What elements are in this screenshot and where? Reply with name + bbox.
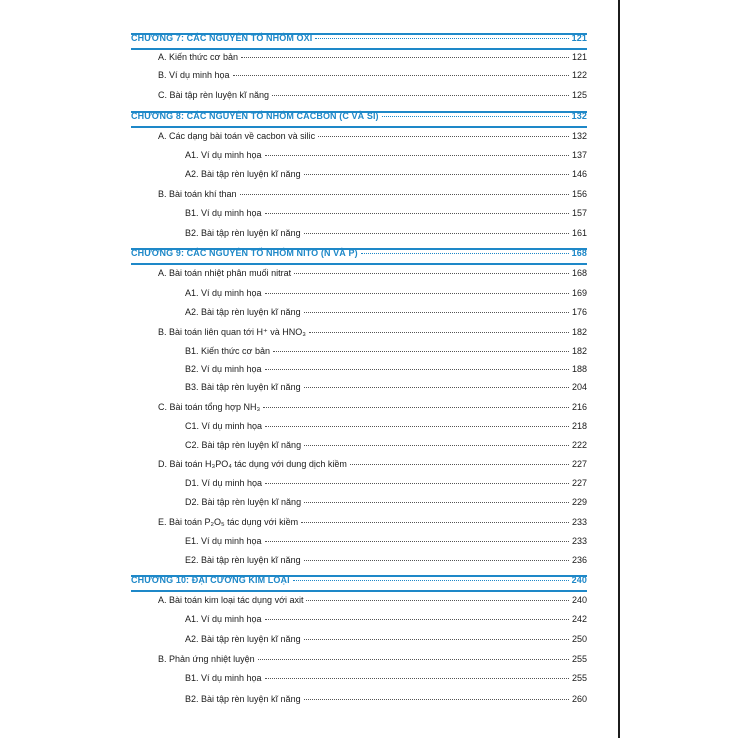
toc-entry-label: CHƯƠNG 9: CÁC NGUYÊN TỐ NHÓM NITO (N VÀ P) [131, 247, 358, 259]
dot-leader [350, 464, 569, 465]
toc-entry-row[interactable] [131, 327, 587, 343]
toc-page-number: 255 [571, 654, 587, 664]
toc-entry-row[interactable] [131, 307, 587, 323]
toc-page-number: 227 [571, 459, 587, 469]
toc-entry-row[interactable] [131, 478, 587, 494]
toc-entry-label: B1. Ví dụ minh họa [185, 673, 262, 683]
dot-leader [273, 351, 569, 352]
toc-entry-label: B. Bài toán khí than [158, 189, 237, 199]
toc-entry-label: B1. Kiến thức cơ bản [185, 346, 270, 356]
dot-leader [301, 522, 569, 523]
toc-entry-row[interactable] [131, 52, 587, 68]
dot-leader [315, 38, 568, 39]
toc-entry-label: B1. Ví dụ minh họa [185, 208, 262, 218]
toc-entry-label: E1. Ví dụ minh họa [185, 536, 262, 546]
dot-leader [306, 600, 568, 601]
toc-page-number: 227 [571, 478, 587, 488]
dot-leader [258, 659, 569, 660]
toc-page-number: 132 [571, 131, 587, 141]
toc-page-number: 169 [571, 288, 587, 298]
dot-leader [304, 639, 569, 640]
toc-entry-label: A2. Bài tập rèn luyện kĩ năng [185, 634, 301, 644]
toc-page-number: 168 [571, 268, 587, 278]
toc-entry-label: A1. Ví dụ minh họa [185, 150, 262, 160]
toc-page-number: 216 [571, 402, 587, 412]
toc-page-number: 161 [571, 228, 587, 238]
toc-entry-label: B2. Bài tập rèn luyện kĩ năng [185, 228, 301, 238]
toc-entry-label: E2. Bài tập rèn luyện kĩ năng [185, 555, 301, 565]
toc-entry-row[interactable] [131, 288, 587, 304]
toc-entry-label: B2. Bài tập rèn luyện kĩ năng [185, 694, 301, 704]
dot-leader [240, 194, 569, 195]
toc-page-number: 122 [571, 70, 587, 80]
toc-page-number: 233 [571, 517, 587, 527]
toc-chapter-row[interactable] [131, 575, 587, 591]
dot-leader [265, 541, 569, 542]
toc-entry-row[interactable] [131, 364, 587, 380]
toc-entry-row[interactable] [131, 421, 587, 437]
toc-chapter-row[interactable] [131, 33, 587, 49]
toc-entry-row[interactable] [131, 440, 587, 456]
toc-entry-row[interactable] [131, 346, 587, 362]
dot-leader [294, 273, 569, 274]
toc-page-number: 242 [571, 614, 587, 624]
toc-entry-row[interactable] [131, 497, 587, 513]
toc-page-number: 240 [571, 595, 587, 605]
dot-leader [265, 293, 569, 294]
dot-leader [265, 213, 569, 214]
dot-leader [304, 699, 569, 700]
page-edge-line [618, 0, 620, 738]
dot-leader [382, 116, 569, 117]
toc-entry-row[interactable] [131, 595, 587, 611]
dot-leader [265, 678, 569, 679]
toc-entry-row[interactable] [131, 208, 587, 224]
toc-entry-label: B. Ví dụ minh họa [158, 70, 230, 80]
dot-leader [304, 387, 569, 388]
toc-entry-row[interactable] [131, 673, 587, 689]
toc-chapter-row[interactable] [131, 248, 587, 264]
toc-page-number: 233 [571, 536, 587, 546]
toc-entry-row[interactable] [131, 555, 587, 571]
toc-entry-label: D. Bài toán H₃PO₄ tác dụng với dung dịch kiềm [158, 459, 347, 469]
toc-page-number: 168 [571, 247, 587, 259]
toc-entry-row[interactable] [131, 654, 587, 670]
toc-page-number: 125 [571, 90, 587, 100]
toc-entry-row[interactable] [131, 517, 587, 533]
toc-entry-label: C. Bài tập rèn luyện kĩ năng [158, 90, 270, 100]
toc-entry-label: C1. Ví dụ minh họa [185, 421, 263, 431]
toc-entry-row[interactable] [131, 228, 587, 244]
dot-leader [318, 136, 569, 137]
toc-entry-row[interactable] [131, 536, 587, 552]
toc-page-number: 176 [571, 307, 587, 317]
dot-leader [304, 233, 569, 234]
toc-entry-label: B2. Ví dụ minh họa [185, 364, 262, 374]
dot-leader [309, 332, 569, 333]
toc-entry-row[interactable] [131, 150, 587, 166]
toc-entry-row[interactable] [131, 459, 587, 475]
toc-entry-label: A. Bài toán kim loại tác dụng với axit [158, 595, 304, 605]
toc-entry-label: B. Bài toán liên quan tới H⁺ và HNO₃ [158, 327, 306, 337]
dot-leader [304, 174, 569, 175]
toc-entry-row[interactable] [131, 402, 587, 418]
toc-page-number: 222 [571, 440, 587, 450]
toc-page-number: 156 [571, 189, 587, 199]
dot-leader [304, 502, 569, 503]
toc-entry-row[interactable] [131, 634, 587, 650]
toc-entry-label: A2. Bài tập rèn luyện kĩ năng [185, 307, 301, 317]
toc-entry-label: A1. Ví dụ minh họa [185, 288, 262, 298]
toc-page-number: 137 [571, 150, 587, 160]
toc-entry-row[interactable] [131, 169, 587, 185]
toc-entry-row[interactable] [131, 268, 587, 284]
toc-entry-row[interactable] [131, 90, 587, 106]
toc-entry-row[interactable] [131, 614, 587, 630]
dot-leader [265, 619, 569, 620]
toc-entry-label: A2. Bài tập rèn luyện kĩ năng [185, 169, 301, 179]
toc-page-number: 188 [571, 364, 587, 374]
toc-chapter-row[interactable] [131, 111, 587, 127]
dot-leader [272, 95, 569, 96]
dot-leader [265, 155, 569, 156]
toc-entry-label: E. Bài toán P₂O₅ tác dụng với kiềm [158, 517, 299, 527]
toc-page-number: 182 [571, 346, 587, 356]
toc-entry-row[interactable] [131, 382, 587, 398]
toc-page-number: 146 [571, 169, 587, 179]
toc-entry-label: A1. Ví dụ minh họa [185, 614, 262, 624]
dot-leader [304, 560, 569, 561]
dot-leader [304, 312, 569, 313]
dot-leader [293, 580, 569, 581]
toc-page-number: 240 [571, 574, 587, 586]
toc-entry-label: CHƯƠNG 7: CÁC NGUYÊN TỐ NHÓM OXI [131, 32, 313, 44]
toc-entry-label: CHƯƠNG 10: ĐẠI CƯƠNG KIM LOẠI [131, 574, 290, 586]
dot-leader [265, 483, 569, 484]
toc-entry-label: CHƯƠNG 8: CÁC NGUYÊN TỐ NHÓM CACBON (C VÀ SI) [131, 110, 379, 122]
toc-page-number: 157 [571, 208, 587, 218]
toc-page-number: 182 [571, 327, 587, 337]
toc-page-number: 132 [571, 110, 587, 122]
toc-page-number: 121 [571, 32, 587, 44]
toc-page-number: 218 [571, 421, 587, 431]
toc-entry-label: A. Kiến thức cơ bản [158, 52, 238, 62]
dot-leader [241, 57, 569, 58]
toc-entry-label: C2. Bài tập rèn luyện kĩ năng [185, 440, 302, 450]
toc-entry-row[interactable] [131, 131, 587, 147]
toc-entry-label: B. Phản ứng nhiệt luyện [158, 654, 255, 664]
toc-page-number: 121 [571, 52, 587, 62]
toc-entry-row[interactable] [131, 694, 587, 710]
toc-page-number: 255 [571, 673, 587, 683]
dot-leader [304, 445, 569, 446]
toc-page-number: 229 [571, 497, 587, 507]
dot-leader [263, 407, 569, 408]
toc-entry-label: A. Các dạng bài toán về cacbon và silic [158, 131, 316, 141]
dot-leader [265, 426, 569, 427]
dot-leader [233, 75, 569, 76]
toc-entry-label: C. Bài toán tổng hợp NH₃ [158, 402, 261, 412]
toc-page-number: 204 [571, 382, 587, 392]
toc-entry-label: D2. Bài tập rèn luyện kĩ năng [185, 497, 302, 507]
toc-page-number: 260 [571, 694, 587, 704]
toc-entry-label: B3. Bài tập rèn luyện kĩ năng [185, 382, 301, 392]
toc-page-number: 236 [571, 555, 587, 565]
toc-entry-label: A. Bài toán nhiệt phân muối nitrat [158, 268, 292, 278]
toc-entry-row[interactable] [131, 70, 587, 86]
dot-leader [361, 253, 569, 254]
toc-page-number: 250 [571, 634, 587, 644]
dot-leader [265, 369, 569, 370]
toc-entry-row[interactable] [131, 189, 587, 205]
toc-entry-label: D1. Ví dụ minh họa [185, 478, 263, 488]
